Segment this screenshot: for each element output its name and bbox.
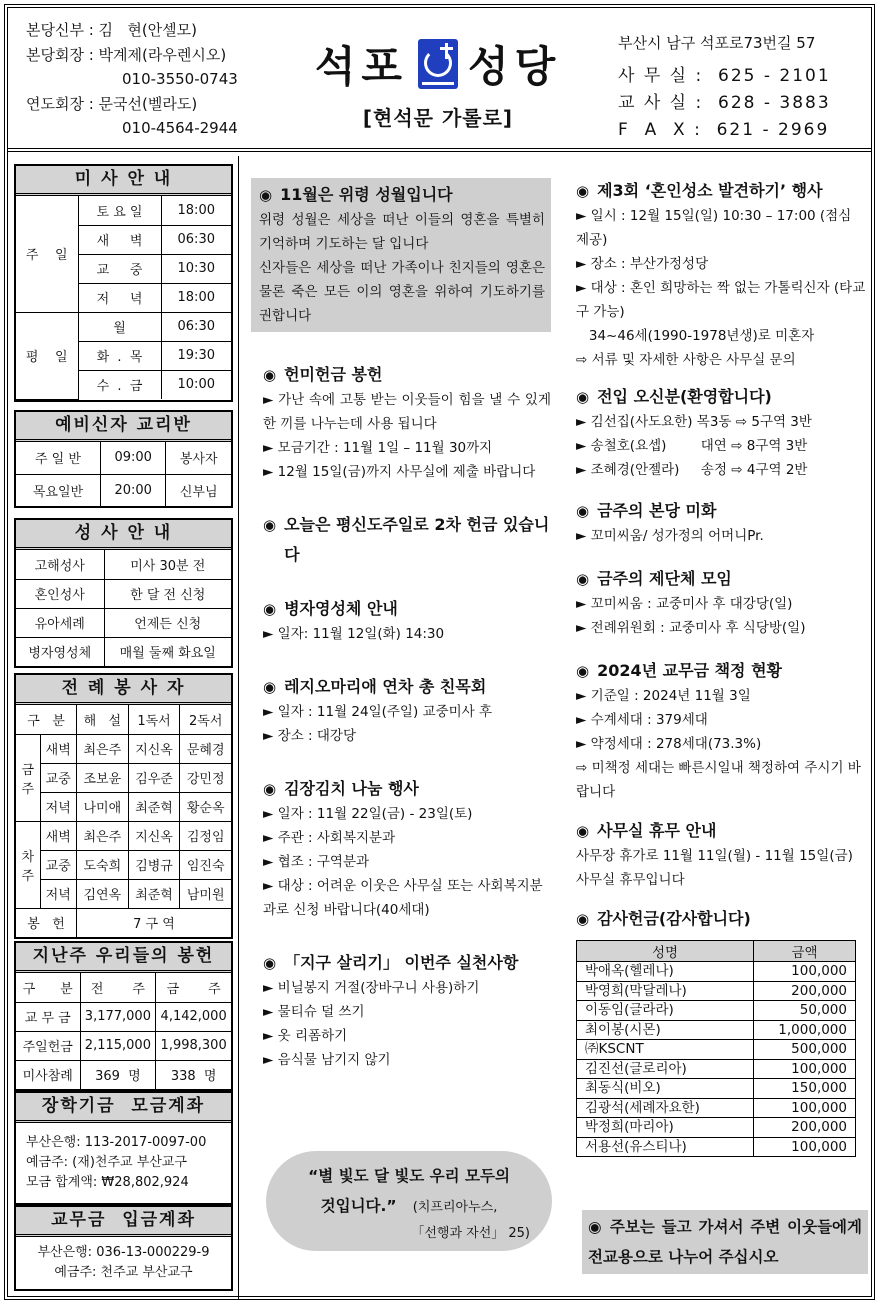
mission-phone: 010-4564-2944 bbox=[122, 119, 238, 137]
catechumen-title: 예비신자 교리반 bbox=[16, 412, 231, 442]
bulletin-page bbox=[4, 4, 875, 1300]
left-column bbox=[8, 156, 239, 1300]
bullet-icon: ◉ bbox=[263, 780, 277, 798]
bullet-icon: ◉ bbox=[263, 678, 277, 696]
section-all-souls-month: ◉ 11월은 위령 성월입니다 위령 성월은 세상을 떠난 이들의 영혼을 특별히 기억하며 기도하는 달 입니다 신자들은 세상을 떠난 가족이나 친지들의 영혼은 물론 죽은 모든 이의 영혼을 위하여 기도하기를 권합니다 bbox=[251, 178, 551, 332]
phone-fax: F A X : 621 - 2969 bbox=[618, 120, 830, 140]
sacraments-box bbox=[14, 518, 233, 668]
section-save-the-earth: ◉ 「지구 살리기」 이번주 실천사항 ► 비닐봉지 거절(장바구니 사용)하기 ► 물티슈 덜 쓰기 ► 옷 리폼하기 ► 음식물 남기지 않기 bbox=[251, 950, 551, 1072]
scholarship-title: 장학기금 모금계좌 bbox=[16, 1093, 231, 1123]
section-group-meetings: ◉ 금주의 제단체 모임 ► 꼬미씨움 : 교중미사 후 대강당(일) ► 전례위원회 : 교중미사 후 식당방(일) bbox=[576, 566, 866, 640]
catechumen-table: 주 일 반 09:00 봉사자 목요일반 20:00 신부님 bbox=[16, 442, 231, 506]
table-row: 이동임(글라라) 50,000 bbox=[577, 1001, 856, 1021]
table-row: 최동식(비오) 150,000 bbox=[577, 1079, 856, 1099]
chair-line: 본당회장 : 박계제(라우렌시오) bbox=[26, 45, 227, 64]
section-second-collection: ◉ 오늘은 평신도주일로 2차 헌금 있습니다 bbox=[251, 510, 551, 570]
middle-column bbox=[251, 178, 551, 1072]
offerings-box bbox=[14, 941, 233, 1091]
address: 부산시 남구 석포로73번길 57 bbox=[618, 34, 816, 52]
table-row: 최이봉(시몬) 1,000,000 bbox=[577, 1020, 856, 1040]
section-kimchi-sharing: ◉ 김장김치 나눔 행사 ► 일자 : 11월 22일(금) - 23일(토) ► 주관 : 사회복지분과 ► 협조 : 구역분과 ► 대상 : 어려운 이웃은 사무실 또는 사회복지분과로 신청 바랍니다(40세대) bbox=[251, 776, 551, 922]
section-newcomers: ◉ 전입 오신분(환영합니다) ► 김선집(사도요한) 목3동 ⇨ 5구역 3반 ► 송철호(요셉) 대연 ⇨ 8구역 3반 ► 조혜경(안젤라) 송정 ⇨ 4구역 2반 bbox=[576, 384, 866, 482]
patron-subtitle: [현석문 가롤로] bbox=[362, 106, 514, 130]
mass-schedule-table: 주 일 토 요 일 18:00 새 벽 06:30 교 중 10:30 저 녁 18:00 평 일 월 06:30 화 . 목 19:30 수 . 금 10:00 bbox=[16, 196, 231, 400]
bullet-icon: ◉ bbox=[576, 502, 590, 520]
title-part1: 석포 bbox=[314, 42, 408, 91]
bullet-icon: ◉ bbox=[263, 600, 277, 618]
section-church-cleaning: ◉ 금주의 본당 미화 ► 꼬미씨움/ 성가정의 어머니Pr. bbox=[576, 498, 866, 548]
title-part2: 성당 bbox=[468, 42, 562, 91]
table-row: 박정희(마리아) 200,000 bbox=[577, 1118, 856, 1138]
mass-schedule-box bbox=[14, 164, 233, 402]
dues-account-box bbox=[14, 1205, 233, 1291]
table-row: 김광석(세례자요한) 100,000 bbox=[577, 1098, 856, 1118]
table-row: ㈜KSCNT 500,000 bbox=[577, 1040, 856, 1060]
bulletin-header bbox=[8, 8, 871, 152]
sacraments-title: 성 사 안 내 bbox=[16, 520, 231, 550]
liturgy-servers-box bbox=[14, 673, 233, 939]
bullet-icon: ◉ bbox=[259, 186, 273, 204]
table-row: 박애옥(헬레나) 100,000 bbox=[577, 962, 856, 982]
phone-office: 사 무 실 : 625 - 2101 bbox=[618, 66, 831, 86]
scholarship-details: 부산은행: 113-2017-0097-00 예금주: (재)천주교 부산교구 모금 합계액: ₩28,802,924 bbox=[26, 1135, 207, 1190]
bullet-icon: ◉ bbox=[576, 570, 590, 588]
mass-schedule-title: 미 사 안 내 bbox=[16, 166, 231, 196]
quote-line2: 것입니다.” bbox=[320, 1197, 397, 1215]
parish-logo-icon bbox=[418, 39, 458, 89]
quote-source2: 「선행과 자선」 25) bbox=[411, 1226, 530, 1241]
chair-phone: 010-3550-0743 bbox=[122, 70, 238, 88]
parish-title bbox=[308, 34, 568, 131]
dues-title: 교무금 입금계좌 bbox=[16, 1207, 231, 1237]
liturgy-servers-table: 구 분 해 설 1독서 2독서 금주 새벽 최은주 지신옥 문혜경 교중 조보윤 김우준 강민정 저녁 나미애 최준혁 황순옥 차주 새벽 최은주 지신옥 김정임 교중 도숙희 김병규 임진숙 저녁 김연옥 최준혁 남미원 봉 헌 7 구 역 bbox=[16, 705, 231, 937]
table-row: 서용선(유스티나) 100,000 bbox=[577, 1137, 856, 1157]
bullet-icon: ◉ bbox=[576, 910, 590, 928]
offerings-title: 지난주 우리들의 봉헌 bbox=[16, 943, 231, 973]
quote-line1: “별 빛도 달 빛도 우리 모두의 bbox=[308, 1167, 510, 1185]
right-column bbox=[576, 178, 866, 1157]
mission-line: 연도회장 : 문국선(벨라도) bbox=[26, 94, 198, 113]
bullet-icon: ◉ bbox=[576, 822, 590, 840]
staff-info bbox=[26, 18, 238, 141]
bullet-icon: ◉ bbox=[576, 388, 590, 406]
bullet-icon: ◉ bbox=[263, 954, 277, 972]
footer-note: ◉ 주보는 들고 가셔서 주변 이웃들에게 전교용으로 나누어 주십시오 bbox=[582, 1210, 868, 1274]
section-sick-communion: ◉ 병자영성체 안내 ► 일자: 11월 12일(화) 14:30 bbox=[251, 596, 551, 646]
table-row: 김진선(글로리아) 100,000 bbox=[577, 1059, 856, 1079]
section-thanksgiving-offering: ◉ 감사헌금(감사합니다) 성명 금액 박애옥(헬레나) 100,000 박영희(막달레나) 200,000 이동임(글라라) 50,000 최이봉(시몬) 1,000,000 ㈜KSCNT 500,000 김진선(글로리아) 100,000 최동식(비오) 150,000 김광석(세례자요한) 100,000 박정희(마리아) 200,000 서용선(유스티나) 100,000 bbox=[576, 906, 866, 1157]
bullet-icon: ◉ bbox=[576, 182, 590, 200]
quote-bubble bbox=[266, 1151, 552, 1251]
pastor-line: 본당신부 : 김 현(안셀모) bbox=[26, 21, 198, 39]
phone-teachers: 교 사 실 : 628 - 3883 bbox=[618, 93, 831, 113]
donations-table: 성명 금액 박애옥(헬레나) 100,000 박영희(막달레나) 200,000 이동임(글라라) 50,000 최이봉(시몬) 1,000,000 ㈜KSCNT 500,000 김진선(글로리아) 100,000 최동식(비오) 150,000 김광석(세례자요한) 100,000 박정희(마리아) 200,000 서용선(유스티나) 100,000 bbox=[576, 940, 856, 1157]
catechumen-box bbox=[14, 410, 233, 508]
dues-details: 부산은행: 036-13-000229-9 예금주: 천주교 부산교구 bbox=[37, 1245, 210, 1280]
bullet-icon: ◉ bbox=[576, 662, 590, 680]
contact-info bbox=[618, 32, 831, 144]
scholarship-account-box bbox=[14, 1091, 233, 1205]
quote-source1: (치프리아누스, bbox=[412, 1200, 498, 1215]
liturgy-servers-title: 전 례 봉 사 자 bbox=[16, 675, 231, 705]
section-marriage-vocation: ◉ 제3회 ‘혼인성소 발견하기’ 행사 ► 일시 : 12월 15일(일) 10:30 – 17:00 (점심 제공) ► 장소 : 부산가정성당 ► 대상 : 혼인 희망하는 짝 없는 가톨릭신자 (타교구 가능) 34~46세(1990-1978년생)로 미혼자 ⇨ 서류 및 자세한 사항은 사무실 문의 bbox=[576, 178, 866, 372]
sacraments-table: 고해성사 미사 30분 전 혼인성사 한 달 전 신청 유아세례 언제든 신청 병자영성체 매월 둘째 화요일 bbox=[16, 550, 231, 666]
table-row: 박영희(막달레나) 200,000 bbox=[577, 981, 856, 1001]
section-dues-status: ◉ 2024년 교무금 책정 현황 ► 기준일 : 2024년 11월 3일 ► 수계세대 : 379세대 ► 약정세대 : 278세대(73.3%) ⇨ 미책정 세대는 빠른시일내 책정하여 주시기 바랍니다 bbox=[576, 658, 866, 804]
section-office-closed: ◉ 사무실 휴무 안내 사무장 휴가로 11월 11일(월) - 11월 15일(금) 사무실 휴무입니다 bbox=[576, 818, 866, 892]
section-rice-offering: ◉ 헌미헌금 봉헌 ► 가난 속에 고통 받는 이웃들이 힘을 낼 수 있게 한 끼를 나누는데 사용 됩니다 ► 모금기간 : 11월 1일 – 11월 30까지 ► 12월 15일(금)까지 사무실에 제출 바랍니다 bbox=[251, 362, 551, 484]
offerings-table: 구 분 전 주 금 주 교 무 금 3,177,000 4,142,000 주일헌금 2,115,000 1,998,300 미사참례 369 명 338 명 bbox=[16, 973, 231, 1089]
bullet-icon: ◉ bbox=[263, 516, 277, 534]
section-legio-gathering: ◉ 레지오마리애 연차 총 친목회 ► 일자 : 11월 24일(주일) 교중미사 후 ► 장소 : 대강당 bbox=[251, 674, 551, 748]
bullet-icon: ◉ bbox=[263, 366, 277, 384]
